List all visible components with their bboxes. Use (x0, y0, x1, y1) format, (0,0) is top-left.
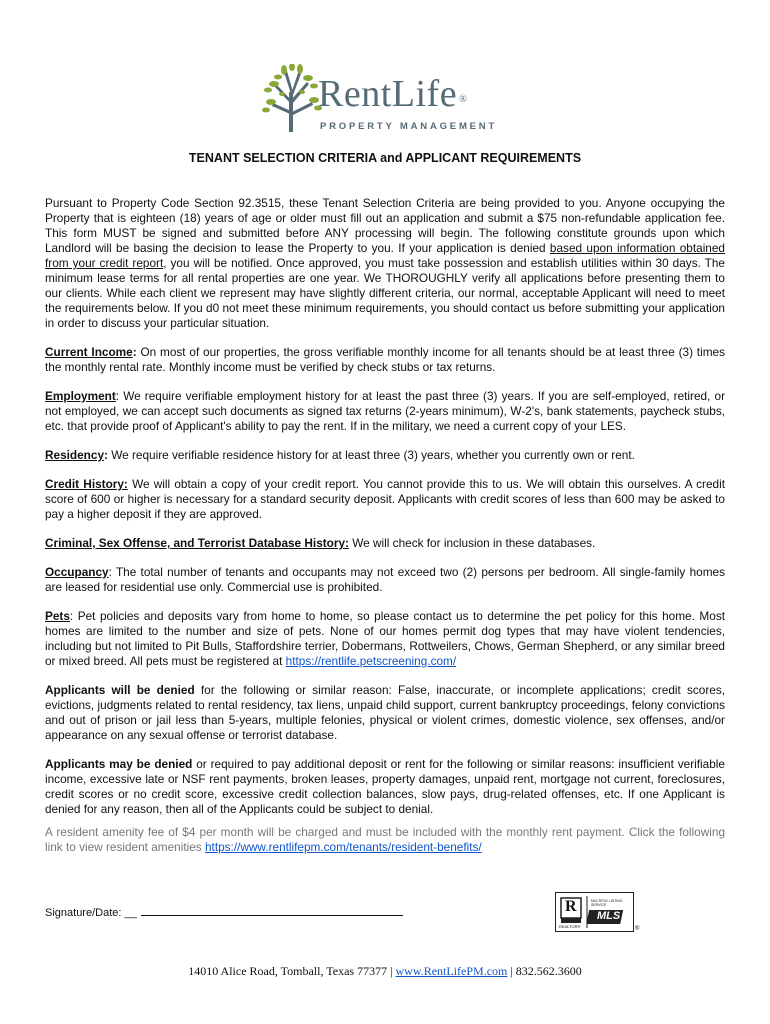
intro-paragraph: Pursuant to Property Code Section 92.3515, these Tenant Selection Criteria are being provided to you. Anyone occupying the Property that is eighteen (18) years of age or older must fill out an application and submit a $75 non-refundable application fee. This form MUST be signed and submitted before ANY processing will begin. The following constitute grounds upon which Landlord will be basing the decision to lease the Property to you. If your application is denied based upon information obtained from your credit report, you will be notified. Once approved, you must take possession and establish utilities within 30 days. The minimum lease terms for all rental properties are one year. We THOROUGHLY verify all applications before presenting them to our clients. While each client we represent may have slightly different criteria, our normal, acceptable Applicant will need to meet the requirements below. If you d0 not meet these minimum requirements, you should contact us before submitting your application in order to discuss your particular situation. (45, 196, 725, 330)
footer-address: 14010 Alice Road, Tomball, Texas 77377 (188, 964, 388, 978)
amenity-paragraph: A resident amenity fee of $4 per month will be charged and must be included with the monthly rent payment. Click the following link to view resident amenities https://www.rentlifepm.com/tenants/resident-benefits/ (45, 825, 725, 854)
residency-paragraph: Residency: We require verifiable residence history for at least three (3) years, whether you currently own or rent. (45, 448, 635, 462)
realtor-r: R (565, 898, 577, 915)
credit-paragraph: Credit History: We will obtain a copy of your credit report. You cannot provide this to us. We will obtain this ourselves. A credit score of 600 or higher is necessary for a standard security deposit. Applicants with credit scores of less than 600 may be asked to pay a higher deposit if they are approved. (45, 477, 725, 521)
page-title: TENANT SELECTION CRITERIA and APPLICANT REQUIREMENTS (188, 151, 582, 165)
document-body (45, 196, 725, 855)
brand-subtitle: PROPERTY MANAGEMENT (320, 121, 498, 132)
petscreening-link[interactable]: https://rentlife.petscreening.com/ (285, 654, 457, 668)
resident-benefits-link[interactable]: https://www.rentlifepm.com/tenants/resident-benefits/ (204, 840, 482, 854)
maybe-denied-paragraph: Applicants may be denied or required to pay additional deposit or rent for the following or similar reasons: insufficient verifiable income, excessive late or NSF rent payments, broken leases, property damages, unpaid rent, mortgage not current, foreclosures, credit scores or no credit score, excessive credit collection balances, slow pays, drug-related offenses, etc. If one Applicant is denied for any reason, then all of the Applicants could be subject to denial. (45, 757, 725, 816)
employment-paragraph: Employment: We require verifiable employment history for at least the past three (3) years. If you are self-employed, retired, or not employed, we can accept such documents as signed tax returns (2-years minimum), W-2's, bank statements, paycheck stubs, etc. that provide proof of Applicant's ability to pay the rent. If in the military, we need a current copy of your LES. (45, 389, 725, 433)
pets-paragraph: Pets: Pet policies and deposits vary from home to home, so please contact us to determine the pet policy for this home. Most homes are limited to the number and size of pets. None of our homes permit dog types that may have violent tendencies, including but not limited to Pit Bulls, Staffordshire terrier, Dobermans, Rottweilers, Chows, German Shepherd, or any similar breed or mixed breed. All pets must be registered at https://rentlife.petscreening.com/ (45, 609, 725, 668)
footer-phone: 832.562.3600 (515, 964, 582, 978)
criminal-paragraph: Criminal, Sex Offense, and Terrorist Database History: We will check for inclusion in these databases. (45, 536, 596, 550)
occupancy-paragraph: Occupancy: The total number of tenants and occupants may not exceed two (2) persons per bedroom. All single-family homes are leased for residential use only. Commercial use is prohibited. (45, 565, 725, 594)
mls-small-label: MULTIPLE LISTING SERVICE (591, 899, 623, 907)
mls-registered: ® (635, 926, 640, 932)
footer-website-link[interactable]: www.RentLifePM.com (395, 964, 508, 978)
footer: 14010 Alice Road, Tomball, Texas 77377 | www.RentLifePM.com | 832.562.3600 (188, 964, 582, 978)
signature-field[interactable] (141, 905, 403, 916)
mls-label: MLS (597, 910, 621, 922)
income-paragraph: Current Income: On most of our properties, the gross verifiable monthly income for all tenants should be at least three (3) times the monthly rental rate. Monthly income must be verified by check stubs or tax returns. (45, 345, 725, 374)
realtor-label: REALTOR® (559, 924, 581, 929)
brand-name: RentLife ® (318, 73, 468, 115)
denied-paragraph: Applicants will be denied for the following or similar reason: False, inaccurate, or incomplete applications; credit scores, evictions, judgments related to rental residency, tax liens, unpaid child support, current bankruptcy proceedings, felony convictions and out of prison or jail less than 5-years, multiple felonies, physical or violent crimes, domestic violence, sex offenses, and/or appearance on any sexual offense or terrorist database. (45, 683, 725, 742)
signature-label: Signature/Date: (45, 907, 122, 919)
realtor-mls-logo (555, 892, 640, 936)
signature-line[interactable]: Signature/Date: __ (45, 905, 403, 919)
